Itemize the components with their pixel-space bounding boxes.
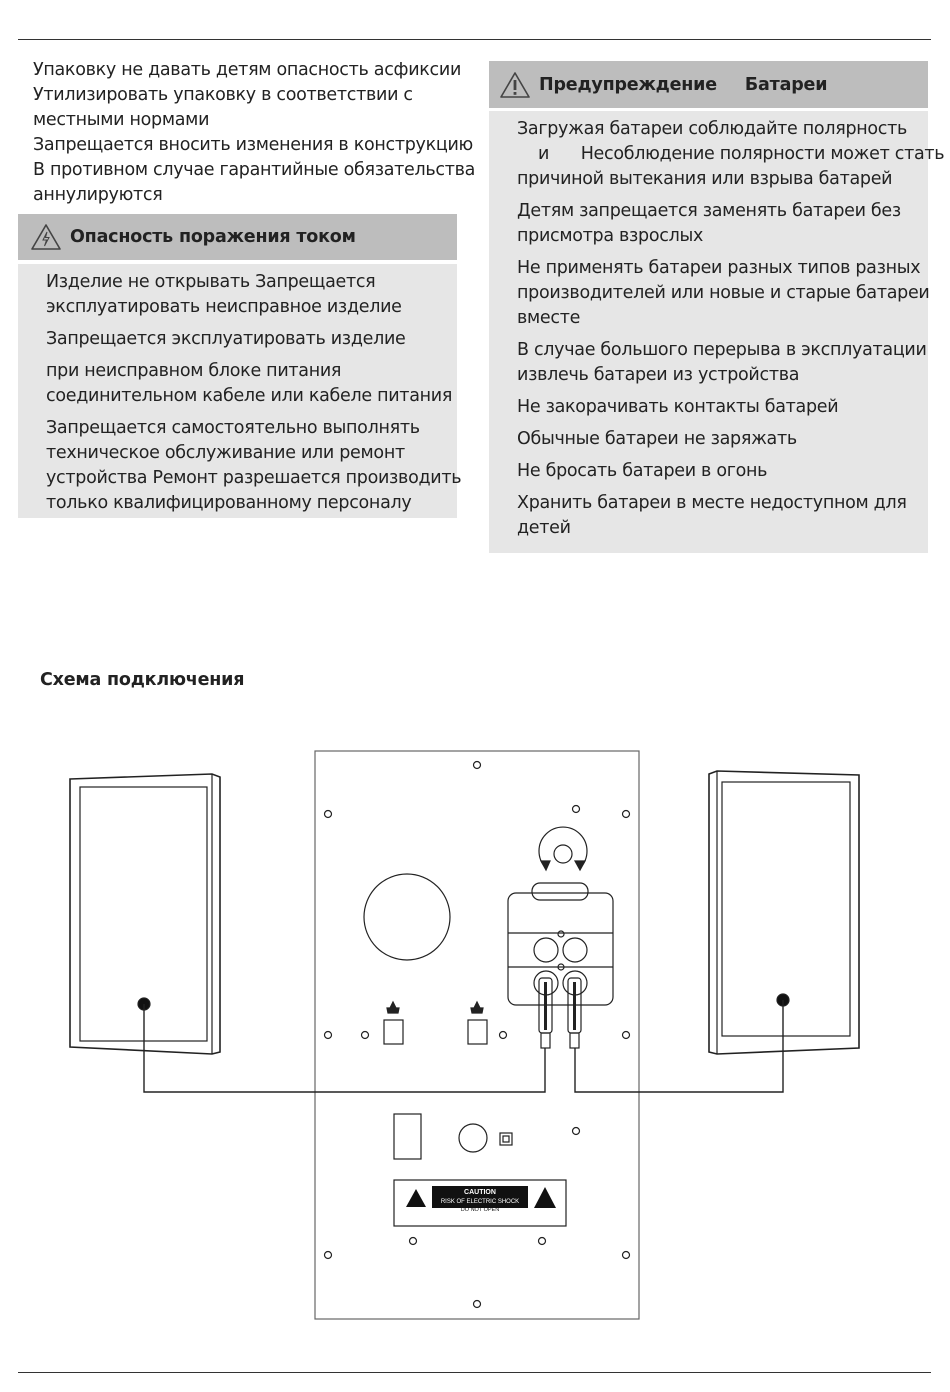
speaker-plug-right <box>568 978 581 1048</box>
battery-item: В случае большого перерыва в эксплуатации извлечь батареи из устройства <box>517 340 927 385</box>
warning-icon <box>499 71 531 99</box>
light-icon <box>471 1002 483 1013</box>
intro-line: Утилизировать упаковку в соответствии с <box>33 85 413 105</box>
light-icon <box>387 1002 399 1013</box>
intro-line: В противном случае гарантийные обязательства <box>33 160 476 180</box>
connection-diagram <box>0 740 950 1340</box>
electric-warning-header <box>18 214 457 260</box>
top-rule <box>18 39 931 40</box>
electric-warning-title: Опасность поражения током <box>70 227 356 247</box>
power-switch <box>394 1114 421 1159</box>
caution-line2: DO NOT OPEN <box>460 1207 500 1213</box>
diagram-title: Схема подключения <box>40 670 245 690</box>
warning-icon <box>30 223 62 251</box>
intro-line: Запрещается вносить изменения в конструкцию <box>33 135 473 155</box>
led-right <box>468 1020 487 1044</box>
battery-item: Обычные батареи не заряжать <box>517 429 797 449</box>
caution-line1: RISK OF ELECTRIC SHOCK <box>440 1199 520 1205</box>
led-left <box>384 1020 403 1044</box>
electric-item: Изделие не открывать Запрещается эксплуатировать неисправное изделие <box>46 272 402 317</box>
volume-knob <box>554 845 572 863</box>
exclamation-warning-icon <box>534 1187 556 1208</box>
battery-item: Загружая батареи соблюдайте полярность и Несоблюдение полярности может стать причиной вытекания или взрыва батарей <box>517 119 945 189</box>
lightning-warning-icon <box>406 1189 426 1207</box>
intro-line: Упаковку не давать детям опасность асфиксии <box>33 60 462 80</box>
speaker-plug-left <box>539 978 552 1048</box>
wire-left <box>144 1004 545 1092</box>
electric-item: при неисправном блоке питания соединительном кабеле или кабеле питания <box>46 361 453 406</box>
battery-item: Хранить батареи в месте недоступном для детей <box>517 493 907 538</box>
battery-warning-header <box>489 61 928 108</box>
double-insulation-icon <box>500 1133 512 1145</box>
bottom-rule <box>18 1372 931 1373</box>
wire-right <box>575 1000 783 1092</box>
electric-item: Запрещается эксплуатировать изделие <box>46 329 406 349</box>
power-socket <box>459 1124 487 1152</box>
battery-warning-subtitle: Батареи <box>744 74 828 95</box>
intro-text <box>33 58 476 208</box>
battery-item: Детям запрещается заменять батареи без присмотра взрослых <box>517 201 901 246</box>
battery-item: Не бросать батареи в огонь <box>517 461 768 481</box>
caution-title: CAUTION <box>464 1189 496 1196</box>
right-speaker <box>709 771 859 1054</box>
battery-warning-title: Предупреждение <box>539 74 717 95</box>
electric-item: Запрещается самостоятельно выполнять техническое обслуживание или ремонт устройства Ремонт разрешается производить только квалифицированному персоналу <box>46 418 462 513</box>
left-speaker <box>70 774 220 1054</box>
intro-line: местными нормами <box>33 110 210 130</box>
electric-warning-box <box>18 264 462 518</box>
battery-item: Не применять батареи разных типов разных производителей или новые и старые батареи вместе <box>517 258 930 328</box>
battery-warning-box <box>489 111 945 553</box>
terminal-block <box>508 893 613 1005</box>
bass-port <box>364 874 450 960</box>
intro-line: аннулируются <box>33 185 163 205</box>
battery-item: Не закорачивать контакты батарей <box>517 397 839 417</box>
subwoofer-back-panel <box>315 751 639 1319</box>
